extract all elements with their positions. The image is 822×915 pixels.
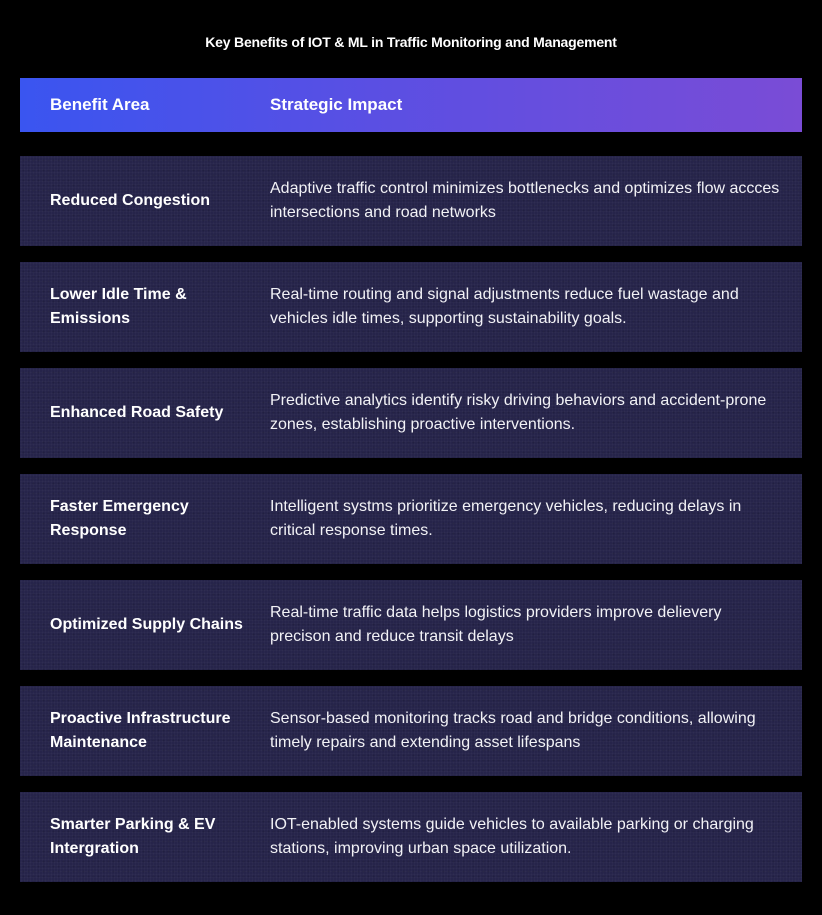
benefit-area-cell: Lower Idle Time & Emissions [50,286,187,327]
table-row [20,368,802,458]
strategic-impact-cell: Intelligent systms prioritize emergency vehicles, reducing delays in critical response times. [270,498,742,539]
strategic-impact-cell: IOT-enabled systems guide vehicles to available parking or charging stations, improving urban space utilization. [270,816,754,857]
benefit-area-cell: Optimized Supply Chains [50,616,243,633]
header-strategic-impact: Strategic Impact [270,95,403,114]
strategic-impact-cell: Real-time routing and signal adjustments reduce fuel wastage and vehicles idle times, supporting sustainability goals. [270,286,739,327]
page-title: Key Benefits of IOT & ML in Traffic Monitoring and Management [205,34,617,50]
table-header [20,78,802,132]
strategic-impact-cell: Real-time traffic data helps logistics providers improve delievery precison and reduce transit delays [270,604,722,645]
benefit-area-cell: Smarter Parking & EV Intergration [50,816,216,857]
benefit-area-cell: Reduced Congestion [50,192,211,209]
table-row [20,686,802,776]
benefit-area-cell: Faster Emergency Response [50,498,189,539]
strategic-impact-cell: Sensor-based monitoring tracks road and bridge conditions, allowing timely repairs and extending asset lifespans [270,710,756,751]
benefit-area-cell: Enhanced Road Safety [50,404,224,421]
table-row [20,156,802,246]
table-row [20,262,802,352]
benefits-table [20,156,802,898]
strategic-impact-cell: Predictive analytics identify risky driving behaviors and accident-prone zones, establishing proactive interventions. [270,392,767,433]
strategic-impact-cell: Adaptive traffic control minimizes bottlenecks and optimizes flow accces intersections and road networks [270,180,780,221]
table-row [20,474,802,564]
table-row [20,792,802,882]
header-benefit-area: Benefit Area [50,95,150,114]
table-row [20,580,802,670]
benefit-area-cell: Proactive Infrastructure Maintenance [50,710,231,751]
